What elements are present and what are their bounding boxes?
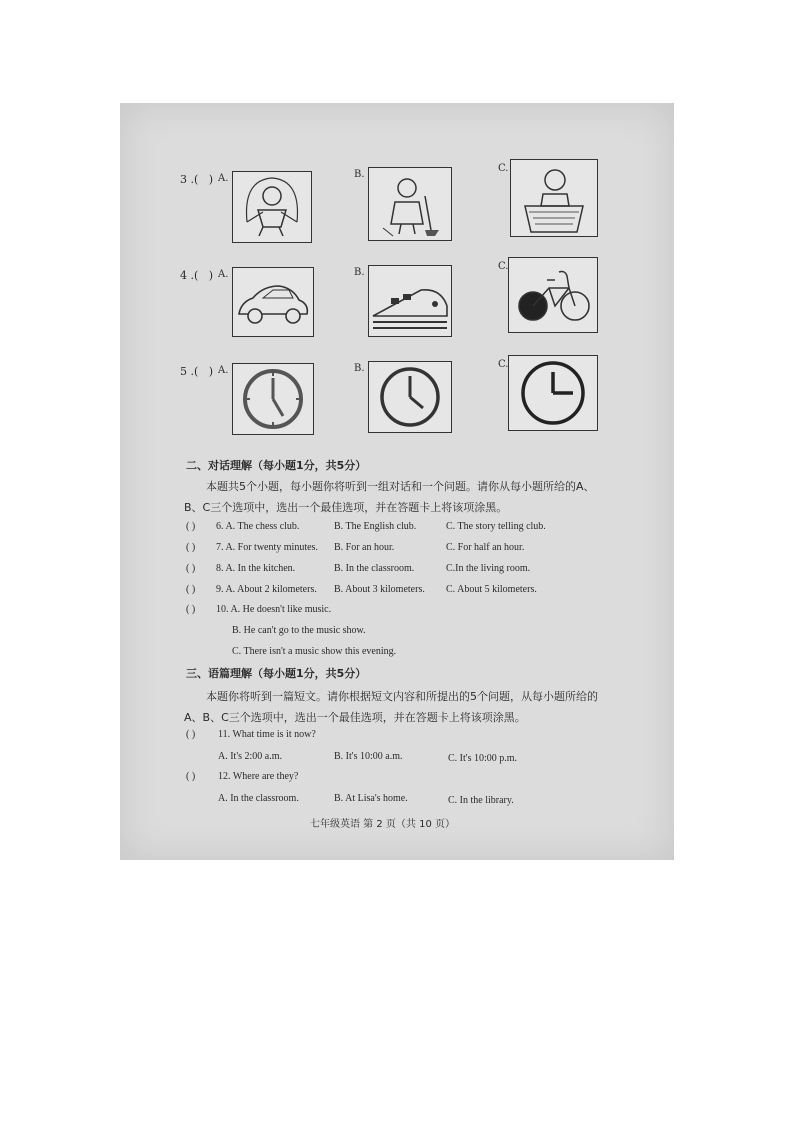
- q12-question: 12. Where are they?: [218, 771, 299, 782]
- page-footer: 七年级英语 第 2 页（共 10 页）: [310, 819, 455, 830]
- q5-option-a-label: A.: [218, 365, 229, 376]
- question-3-number: 3 .( ): [180, 173, 214, 186]
- q3-option-a-label: A.: [218, 173, 229, 184]
- q8-option-b: B. In the classroom.: [334, 563, 415, 574]
- q10-answer-paren: ( ): [186, 604, 196, 615]
- q10-option-c: C. There isn't a music show this evening.: [232, 646, 397, 657]
- q7-option-c: C. For half an hour.: [446, 542, 525, 553]
- q7-option-b: B. For an hour.: [334, 542, 395, 553]
- q9-answer-paren: ( ): [186, 584, 196, 595]
- q4-option-b-label: B.: [354, 267, 365, 278]
- train-icon: [368, 265, 452, 337]
- question-5-number: 5 .( ): [180, 365, 214, 378]
- section-3-intro-line-2: A、B、C三个选项中，选出一个最佳选项，并在答题卡上将该项涂黑。: [184, 711, 526, 724]
- q8-answer-paren: ( ): [186, 563, 196, 574]
- q3-option-c-label: C.: [498, 163, 509, 174]
- car-icon: [232, 267, 314, 337]
- q12-option-a: A. In the classroom.: [218, 793, 299, 804]
- q10-option-a: 10. A. He doesn't like music.: [216, 604, 332, 615]
- q6-answer-paren: ( ): [186, 521, 196, 532]
- q11-option-c: C. It's 10:00 p.m.: [448, 753, 518, 764]
- q11-answer-paren: ( ): [186, 729, 196, 740]
- q10-option-b: B. He can't go to the music show.: [232, 625, 366, 636]
- section-3-intro-line-1: 本题你将听到一篇短文。请你根据短文内容和所提出的5个问题，从每小题所给的: [206, 690, 598, 703]
- section-2-heading: 二、对话理解（每小题1分，共5分）: [186, 459, 367, 472]
- section-2-intro-line-2: B、C三个选项中，选出一个最佳选项，并在答题卡上将该项涂黑。: [184, 501, 508, 514]
- q3-option-b-label: B.: [354, 169, 365, 180]
- question-4-number: 4 .( ): [180, 269, 214, 282]
- girl-sweeping-icon: [368, 167, 452, 241]
- q12-option-b: B. At Lisa's home.: [334, 793, 408, 804]
- q4-option-a-label: A.: [218, 269, 229, 280]
- q8-option-a: 8. A. In the kitchen.: [216, 563, 296, 574]
- q11-option-a: A. It's 2:00 a.m.: [218, 751, 283, 762]
- scanned-exam-page: [120, 103, 674, 860]
- q12-option-c: C. In the library.: [448, 795, 514, 806]
- q11-option-b: B. It's 10:00 a.m.: [334, 751, 403, 762]
- q9-option-a: 9. A. About 2 kilometers.: [216, 584, 317, 595]
- q4-option-c-label: C.: [498, 261, 509, 272]
- q9-option-c: C. About 5 kilometers.: [446, 584, 537, 595]
- girl-skipping-rope-icon: [232, 171, 312, 243]
- bicycle-icon: [508, 257, 598, 333]
- clock-five-icon: [232, 363, 314, 435]
- q9-option-b: B. About 3 kilometers.: [334, 584, 425, 595]
- q5-option-b-label: B.: [354, 363, 365, 374]
- section-3-heading: 三、语篇理解（每小题1分，共5分）: [186, 667, 367, 680]
- q6-option-b: B. The English club.: [334, 521, 417, 532]
- q8-option-c: C.In the living room.: [446, 563, 531, 574]
- q11-question: 11. What time is it now?: [218, 729, 316, 740]
- q7-answer-paren: ( ): [186, 542, 196, 553]
- section-2-intro-line-1: 本题共5个小题，每小题你将听到一组对话和一个问题。请你从每小题所给的A、: [206, 480, 595, 493]
- q12-answer-paren: ( ): [186, 771, 196, 782]
- q6-option-a: 6. A. The chess club.: [216, 521, 300, 532]
- q5-option-c-label: C.: [498, 359, 509, 370]
- q7-option-a: 7. A. For twenty minutes.: [216, 542, 318, 553]
- clock-four-icon: [368, 361, 452, 433]
- clock-three-icon: [508, 355, 598, 431]
- girl-washing-clothes-icon: [510, 159, 598, 237]
- q6-option-c: C. The story telling club.: [446, 521, 546, 532]
